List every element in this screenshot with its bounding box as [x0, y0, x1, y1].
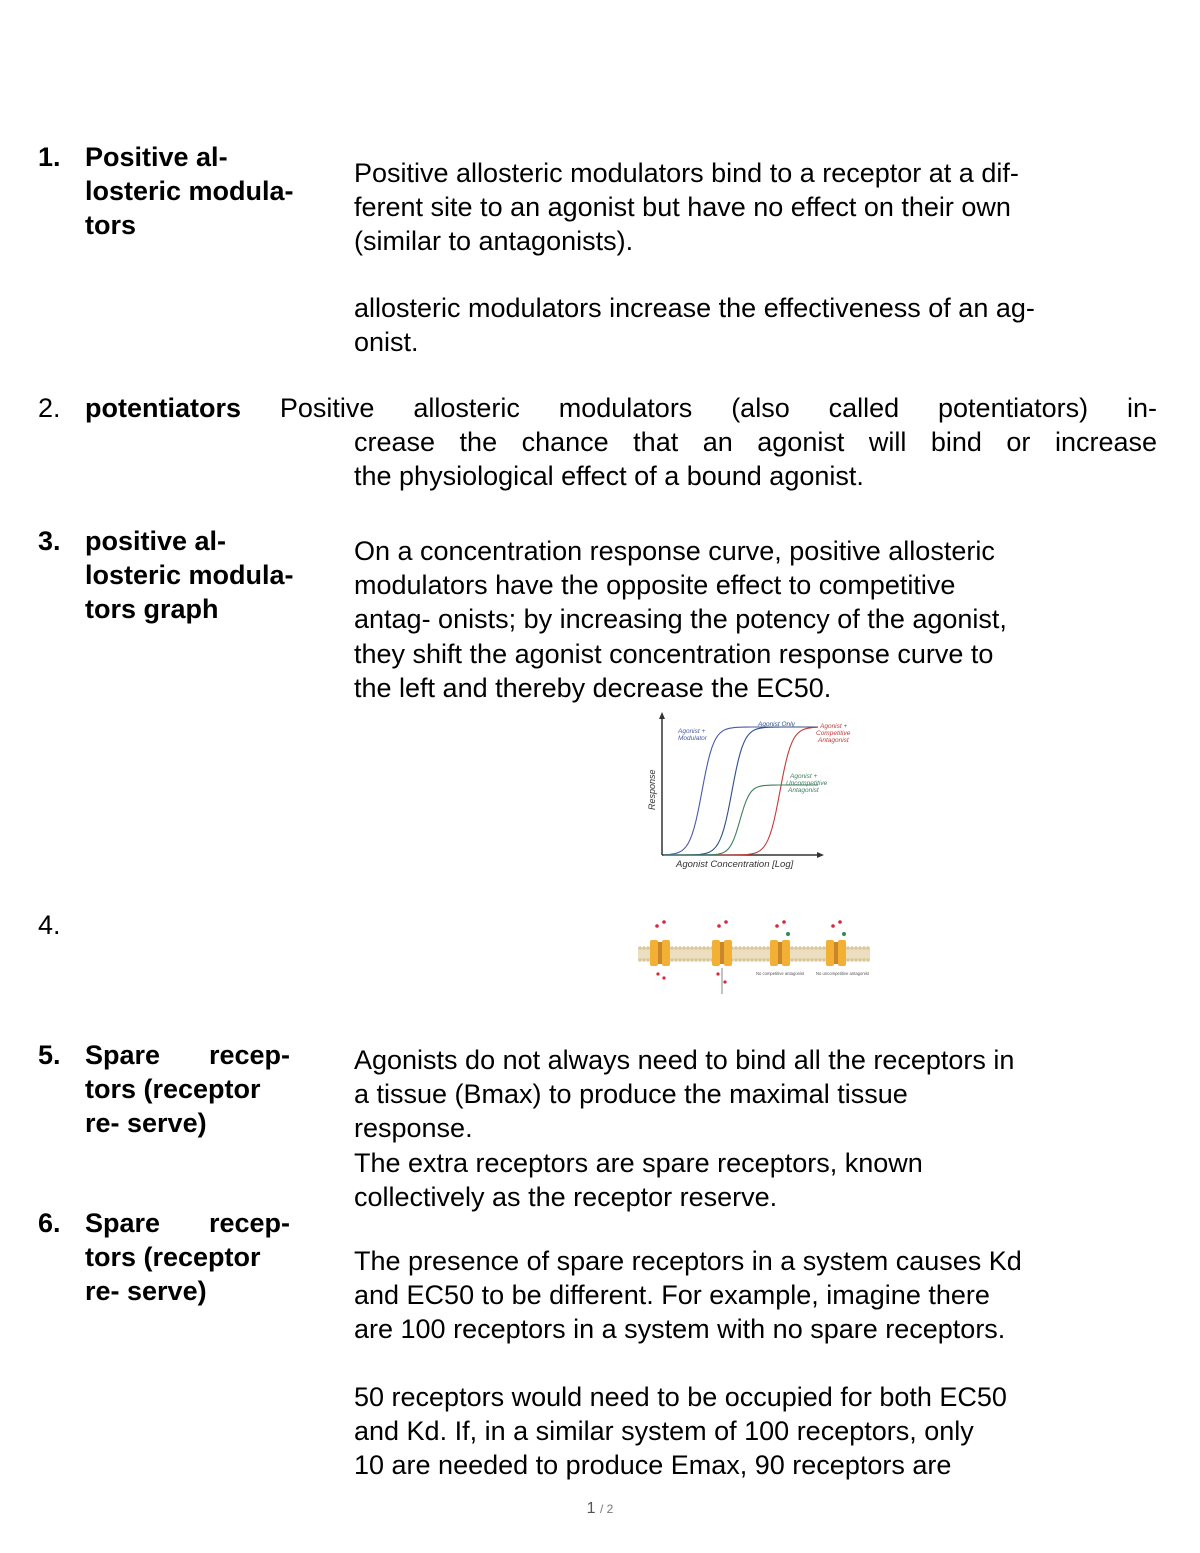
lipid-head — [742, 946, 746, 950]
item-inline — [85, 391, 1157, 493]
page-current: 1 — [586, 1500, 596, 1517]
channel-pore — [834, 942, 838, 964]
lipid-head — [734, 946, 738, 950]
lipid-head — [850, 946, 854, 950]
lipid-head — [802, 946, 806, 950]
lipid-head — [746, 946, 750, 950]
caption-no-competitive: No competitive antagonist — [756, 971, 805, 976]
inline-first-line — [85, 391, 1157, 425]
term-line: tors — [85, 210, 137, 240]
page-total: / 2 — [600, 1502, 614, 1516]
label-agonist-only — [757, 721, 796, 728]
definition-line: The presence of spare receptors in a system causes Kd — [354, 1246, 1022, 1276]
ion-dot — [716, 972, 719, 975]
channel-subunit-left — [826, 940, 834, 966]
lipid-head — [754, 946, 758, 950]
lipid-head — [846, 958, 850, 962]
term-line: tors (receptor — [85, 1242, 261, 1272]
definition-line: Positive allosteric modulators (also called potentiators) in- — [279, 393, 1157, 423]
label-line: Antagonist — [788, 787, 819, 794]
lipid-head — [814, 958, 818, 962]
definition-line: are 100 receptors in a system with no spare receptors. — [354, 1314, 1006, 1345]
definition-line: they shift the agonist concentration response curve to — [354, 638, 994, 669]
lipid-head — [678, 958, 682, 962]
lipid-head — [798, 946, 802, 950]
ligand-dot — [724, 920, 728, 924]
definition-line: response. — [354, 1113, 473, 1144]
lipid-head — [690, 946, 694, 950]
label-competitive — [816, 723, 852, 744]
channel-subunit-left — [770, 940, 778, 966]
lipid-head — [646, 946, 650, 950]
lipid-head — [758, 958, 762, 962]
paragraph-gap — [354, 1347, 1164, 1380]
ion-channel — [826, 920, 846, 966]
lipid-head — [766, 946, 770, 950]
definition-line: the physiological effect of a bound agonist. — [354, 461, 864, 491]
ion-channel — [770, 920, 790, 966]
channel-subunit-left — [650, 940, 658, 966]
caption-no-uncompetitive: No uncompetitive antagonist — [816, 971, 869, 976]
label-uncompetitive — [786, 773, 829, 794]
lipid-head — [802, 958, 806, 962]
lipid-head — [674, 946, 678, 950]
item-definition — [354, 425, 1157, 493]
lipid-head — [670, 946, 674, 950]
lipid-head — [698, 946, 702, 950]
lipid-head — [806, 958, 810, 962]
item-term — [85, 1206, 290, 1308]
lipid-head — [858, 958, 862, 962]
lipid-head — [854, 958, 858, 962]
lipid-head — [822, 958, 826, 962]
definition-line: crease the chance that an agonist will bind or increase — [354, 427, 1157, 457]
definition-line: Agonists do not always need to bind all the receptors in — [354, 1045, 1015, 1075]
term-line: losteric modula- — [85, 560, 294, 590]
lipid-head — [742, 958, 746, 962]
term-line: tors (receptor — [85, 1074, 261, 1104]
label-line: Competitive — [816, 730, 851, 737]
lipid-head — [806, 946, 810, 950]
lipid-head — [814, 946, 818, 950]
item-number: 6. — [38, 1208, 61, 1238]
item-definition — [354, 1244, 1164, 1482]
lipid-head — [706, 958, 710, 962]
lipid-head — [750, 946, 754, 950]
ion-channel-figure — [638, 912, 870, 1004]
definition-line: and EC50 to be different. For example, imagine there — [354, 1280, 990, 1311]
lipid-head — [638, 958, 642, 962]
definition-line: modulators have the opposite effect to competitive — [354, 570, 956, 601]
label-line: Agonist + — [678, 728, 706, 735]
item-number: 2. — [38, 393, 61, 423]
lipid-head — [766, 958, 770, 962]
lipid-head — [686, 958, 690, 962]
channel-subunit-right — [662, 940, 670, 966]
y-axis-arrow — [659, 712, 665, 719]
label-line: Antagonist — [818, 737, 849, 744]
lipid-head — [642, 958, 646, 962]
item-term — [85, 140, 335, 242]
lipid-head — [706, 946, 710, 950]
lipid-head — [698, 958, 702, 962]
lipid-head — [694, 946, 698, 950]
definition-line: On a concentration response curve, positive allosteric — [354, 536, 995, 566]
lipid-head — [818, 946, 822, 950]
item-number: 3. — [38, 526, 61, 556]
lipid-head — [794, 958, 798, 962]
term-line: re- serve) — [85, 1108, 207, 1138]
item-term — [85, 524, 335, 626]
lipid-head — [846, 946, 850, 950]
definition-line: The extra receptors are spare receptors, known — [354, 1147, 923, 1178]
lipid-head — [850, 958, 854, 962]
lipid-head — [810, 946, 814, 950]
term-line: Spare recep- — [85, 1040, 290, 1070]
x-axis-arrow — [817, 852, 824, 858]
lipid-head — [690, 958, 694, 962]
term-line: tors graph — [85, 594, 219, 624]
channel-subunit-left — [712, 940, 720, 966]
ion-dot — [662, 976, 665, 979]
label-line: Agonist Only — [758, 721, 795, 728]
lipid-head — [694, 958, 698, 962]
lipid-head — [862, 958, 866, 962]
ion-channel — [712, 920, 732, 994]
item-number: 5. — [38, 1040, 61, 1070]
label-line: Agonist + — [790, 773, 818, 780]
ion-dot — [723, 980, 726, 983]
lipid-head — [682, 958, 686, 962]
label-line: Agonist + — [820, 723, 848, 730]
lipid-head — [682, 946, 686, 950]
lipid-head — [818, 958, 822, 962]
lipid-head — [750, 958, 754, 962]
item-term: potentiators — [85, 393, 242, 423]
definition-line: (similar to antagonists). — [354, 226, 634, 257]
lipid-head — [790, 958, 794, 962]
lipid-head — [762, 958, 766, 962]
lipid-head — [798, 958, 802, 962]
definition-line: ferent site to an agonist but have no effect on their own — [354, 192, 1011, 223]
term-line: losteric modula- — [85, 176, 294, 206]
item-definition — [354, 534, 1164, 705]
label-line: Uncompetitive — [786, 780, 828, 787]
lipid-head — [794, 946, 798, 950]
definition-line: onist. — [354, 326, 419, 357]
paragraph-gap — [354, 259, 1164, 291]
lipid-head — [678, 946, 682, 950]
definition-line: a tissue (Bmax) to produce the maximal tissue — [354, 1079, 908, 1110]
lipid-head — [686, 946, 690, 950]
channel-subunit-right — [838, 940, 846, 966]
channel-pore — [778, 942, 782, 964]
ligand-dot — [782, 920, 786, 924]
lipid-head — [702, 946, 706, 950]
term-line: re- serve) — [85, 1276, 207, 1306]
term-line: Spare recep- — [85, 1208, 290, 1238]
lipid-head — [866, 946, 870, 950]
lipid-head — [854, 946, 858, 950]
ion-dot — [656, 972, 659, 975]
ion-channel — [650, 920, 670, 979]
item-term — [85, 1038, 290, 1140]
lipid-head — [810, 958, 814, 962]
lipid-head — [638, 946, 642, 950]
modulator-dot — [842, 932, 846, 936]
definition-line: Positive allosteric modulators bind to a receptor at a dif- — [354, 158, 1019, 188]
concentration-response-figure — [640, 710, 880, 875]
ligand-dot — [717, 924, 721, 928]
definition-line: allosteric modulators increase the effectiveness of an ag- — [354, 292, 1035, 323]
ligand-dot — [655, 924, 659, 928]
label-modulator — [677, 728, 708, 742]
lipid-head — [738, 946, 742, 950]
definition-line: 50 receptors would need to be occupied for both EC50 — [354, 1381, 1007, 1412]
modulator-dot — [786, 932, 790, 936]
y-axis-label: Response — [647, 769, 657, 810]
lipid-head — [674, 958, 678, 962]
lipid-head — [858, 946, 862, 950]
ligand-dot — [662, 920, 666, 924]
channel-pore — [720, 942, 724, 964]
lipid-head — [642, 946, 646, 950]
x-axis-label: Agonist Concentration [Log] — [676, 859, 794, 870]
label-line: Modulator — [678, 735, 707, 742]
item-definition — [354, 156, 1164, 359]
lipid-head — [862, 946, 866, 950]
definition-line: 10 are needed to produce Emax, 90 receptors are — [354, 1450, 952, 1481]
lipid-head — [866, 958, 870, 962]
definition-line: collectively as the receptor reserve. — [354, 1181, 778, 1212]
term-line: positive al- — [85, 526, 227, 556]
channel-pore — [658, 942, 662, 964]
ligand-dot — [831, 924, 835, 928]
lipid-head — [734, 958, 738, 962]
definition-line: and Kd. If, in a similar system of 100 receptors, only — [354, 1415, 974, 1446]
channel-subunit-right — [724, 940, 732, 966]
definition-line: the left and thereby decrease the EC50. — [354, 672, 832, 703]
item-definition — [354, 1043, 1164, 1214]
definition-line: antag- onists; by increasing the potency of the agonist, — [354, 604, 1007, 635]
lipid-head — [738, 958, 742, 962]
lipid-head — [758, 946, 762, 950]
lipid-head — [746, 958, 750, 962]
term-line: Positive al- — [85, 142, 228, 172]
lipid-head — [822, 946, 826, 950]
lipid-head — [754, 958, 758, 962]
lipid-head — [790, 946, 794, 950]
ligand-dot — [838, 920, 842, 924]
lipid-head — [670, 958, 674, 962]
ligand-dot — [775, 924, 779, 928]
page-number — [0, 1500, 1200, 1518]
lipid-head — [762, 946, 766, 950]
item-number: 4. — [38, 910, 61, 940]
channel-subunit-right — [782, 940, 790, 966]
item-number: 1. — [38, 142, 61, 172]
lipid-head — [646, 958, 650, 962]
lipid-head — [702, 958, 706, 962]
